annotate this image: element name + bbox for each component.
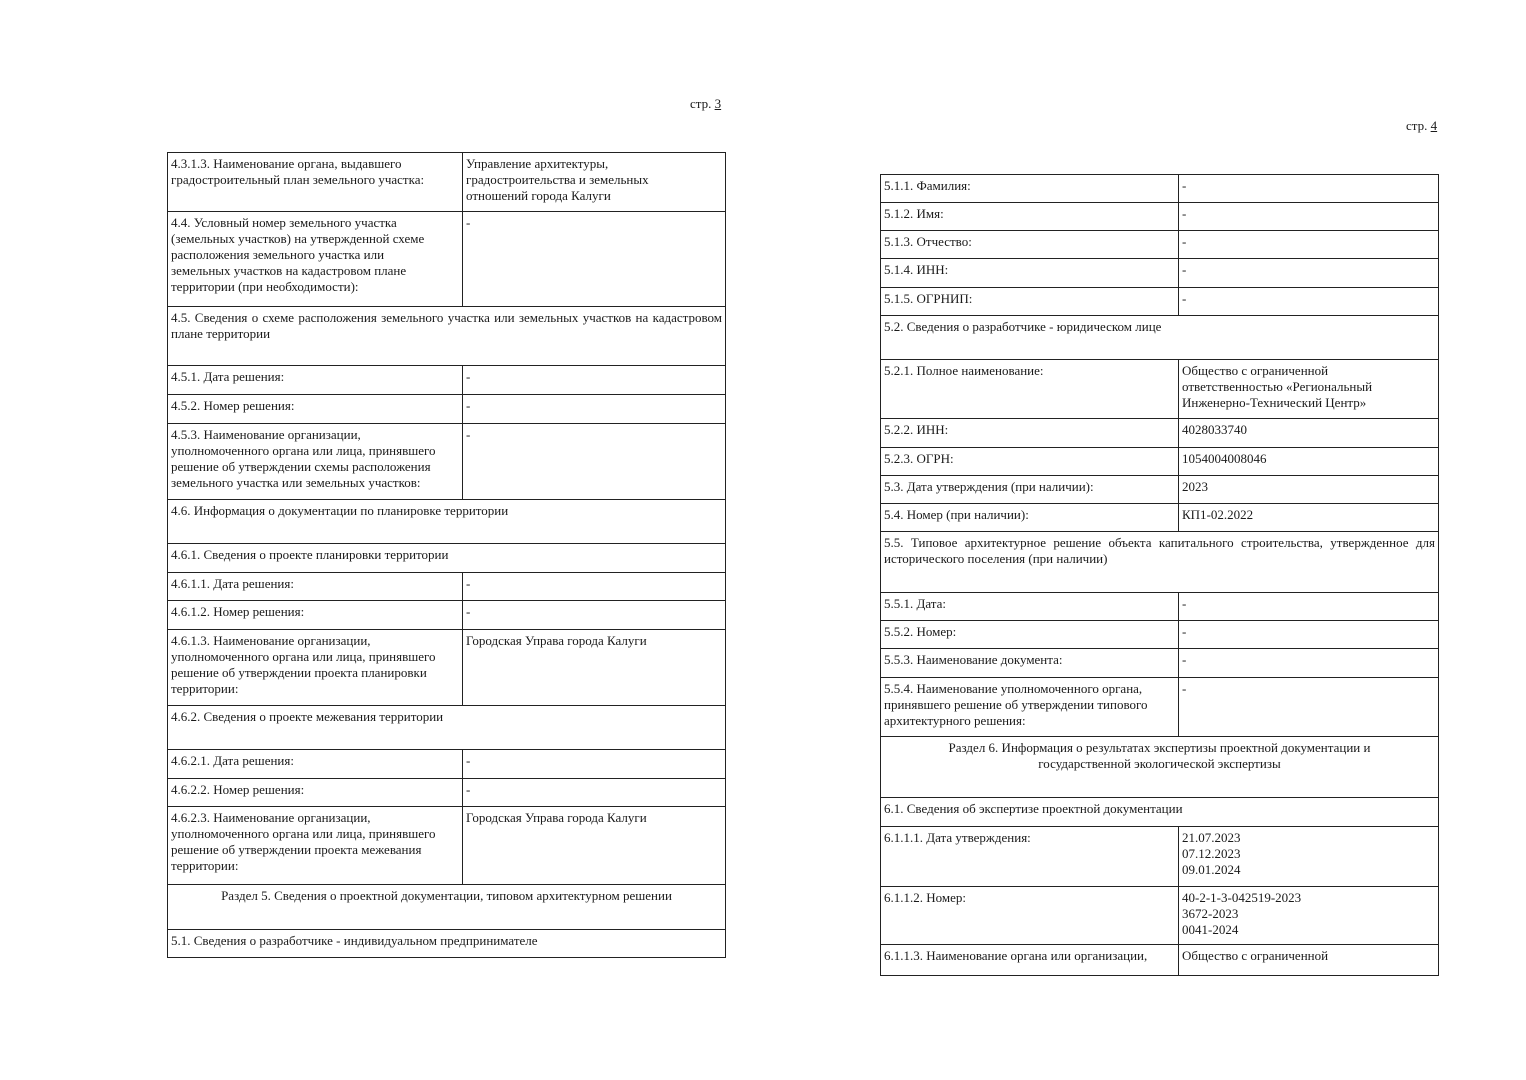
subsection-heading: 4.6. Информация о документации по планировке территории [171,503,509,518]
table-row [168,424,725,500]
field-value: - [466,604,471,619]
field-value: 40-2-1-3-042519-2023 3672-2023 0041-2024 [1182,890,1302,937]
field-label: 4.6.1.2. Номер решения: [168,601,463,629]
field-label: 4.4. Условный номер земельного участка (земельных участков) на утвержденной схеме расположения земельного участка или земельных участков на кадастровом плане территории (при необходимости): [168,212,463,306]
field-label: 5.4. Номер (при наличии): [881,504,1179,531]
field-label: 5.5.2. Номер: [881,621,1179,648]
subsection-heading: 5.1. Сведения о разработчике - индивидуальном предпринимателе [171,933,538,948]
field-label: 4.6.1.1. Дата решения: [168,573,463,600]
field-label: 4.3.1.3. Наименование органа, выдавшего градостроительный план земельного участка: [168,153,463,211]
field-value: - [466,753,471,768]
table-row [881,798,1438,827]
field-value: - [1182,206,1187,221]
table-row [168,930,725,958]
subsection-heading: 5.2. Сведения о разработчике - юридическом лице [884,319,1162,334]
page-number-value: 3 [714,96,722,111]
field-label: 5.5.1. Дата: [881,593,1179,620]
field-value: - [466,576,471,591]
field-value: - [466,398,471,413]
page-number-4 [1406,118,1437,134]
table-row [881,737,1438,798]
table-row [881,827,1438,887]
field-value: Городская Управа города Калуги [466,810,647,825]
table-row [168,395,725,424]
field-label: 5.1.4. ИНН: [881,259,1179,287]
section-heading: Раздел 6. Информация о результатах экспертизы проектной документации и государственной экологической экспертизы [948,740,1371,771]
field-value: Управление архитектуры, градостроительства и земельных отношений города Калуги [466,156,649,203]
field-label: 5.1.2. Имя: [881,203,1179,230]
table-row [881,649,1438,678]
table-row [168,706,725,750]
subsection-heading: 4.6.1. Сведения о проекте планировки территории [171,547,449,562]
table-row [168,366,725,395]
field-label: 5.5.4. Наименование уполномоченного органа, принявшего решение об утверждении типового архитектурного решения: [881,678,1179,736]
page-number-3 [690,96,721,112]
table-row [168,307,725,366]
field-label: 4.6.2.3. Наименование организации, уполномоченного органа или лица, принявшего решение об утверждении проекта межевания территории: [168,807,463,884]
table-row [881,532,1438,593]
page-label: стр. [1406,118,1428,133]
field-value: - [1182,262,1187,277]
subsection-heading: 6.1. Сведения об экспертизе проектной документации [884,801,1183,816]
field-label: 4.5.1. Дата решения: [168,366,463,394]
field-value: - [1182,596,1187,611]
field-label: 4.6.2.1. Дата решения: [168,750,463,778]
table-row [881,945,1438,976]
field-label: 4.5.3. Наименование организации, уполномоченного органа или лица, принявшего решение об утверждении схемы расположения земельного участка или земельных участков: [168,424,463,499]
table-row [168,573,725,601]
table-row [881,887,1438,945]
subsection-heading: 4.6.2. Сведения о проекте межевания территории [171,709,444,724]
section-heading: Раздел 5. Сведения о проектной документации, типовом архитектурном решении [221,888,672,903]
field-value: 21.07.2023 07.12.2023 09.01.2024 [1182,830,1241,877]
table-row [881,678,1438,737]
field-value: - [1182,291,1187,306]
table-row [168,212,725,307]
field-label: 4.6.1.3. Наименование организации, уполномоченного органа или лица, принявшего решение об утверждении проекта планировки территории: [168,630,463,705]
field-value: Городская Управа города Калуги [466,633,647,648]
field-label: 6.1.1.3. Наименование органа или организации, [881,945,1179,975]
field-label: 5.3. Дата утверждения (при наличии): [881,476,1179,503]
field-value: Общество с ограниченной [1182,948,1329,963]
page-label: стр. [690,96,712,111]
field-value: - [466,427,471,442]
table-row [881,593,1438,621]
field-value: 1054004008046 [1182,451,1267,466]
field-label: 6.1.1.1. Дата утверждения: [881,827,1179,886]
field-value: Общество с ограниченной ответственностью «Региональный Инженерно-Технический Центр» [1182,363,1373,410]
table-row [168,601,725,630]
field-label: 5.1.1. Фамилия: [881,175,1179,202]
table-row [881,259,1438,288]
table-row [168,807,725,885]
field-value: - [466,782,471,797]
field-value: - [1182,178,1187,193]
table-row [168,153,725,212]
field-label: 5.2.3. ОГРН: [881,448,1179,475]
table-row [881,419,1438,448]
table-row [881,288,1438,316]
table-row [881,231,1438,259]
table-row [168,885,725,930]
field-value: КП1-02.2022 [1182,507,1254,522]
table-row [881,175,1438,203]
table-row [881,360,1438,419]
field-label: 5.2.1. Полное наименование: [881,360,1179,418]
table-row [168,500,725,544]
subsection-heading: 4.5. Сведения о схеме расположения земельного участка или земельных участков на кадастровом плане территории [171,310,722,341]
field-value: - [1182,234,1187,249]
field-label: 5.1.5. ОГРНИП: [881,288,1179,315]
page-4-table [880,174,1439,976]
table-row [881,504,1438,532]
table-row [881,476,1438,504]
field-label: 5.5.3. Наименование документа: [881,649,1179,677]
table-row [168,779,725,807]
table-row [168,544,725,573]
table-row [168,630,725,706]
table-row [881,448,1438,476]
field-value: - [1182,681,1187,696]
subsection-heading: 5.5. Типовое архитектурное решение объекта капитального строительства, утвержденное для исторического поселения (при наличии) [884,535,1435,566]
table-row [881,316,1438,360]
field-label: 5.2.2. ИНН: [881,419,1179,447]
table-row [881,203,1438,231]
field-value: 2023 [1182,479,1208,494]
field-value: - [1182,624,1187,639]
table-row [881,621,1438,649]
field-label: 6.1.1.2. Номер: [881,887,1179,944]
page-3-table [167,152,726,958]
field-value: 4028033740 [1182,422,1247,437]
field-value: - [1182,652,1187,667]
field-value: - [466,369,471,384]
field-label: 4.6.2.2. Номер решения: [168,779,463,806]
field-label: 4.5.2. Номер решения: [168,395,463,423]
table-row [168,750,725,779]
page-number-value: 4 [1430,118,1438,133]
field-value: - [466,215,471,230]
field-label: 5.1.3. Отчество: [881,231,1179,258]
